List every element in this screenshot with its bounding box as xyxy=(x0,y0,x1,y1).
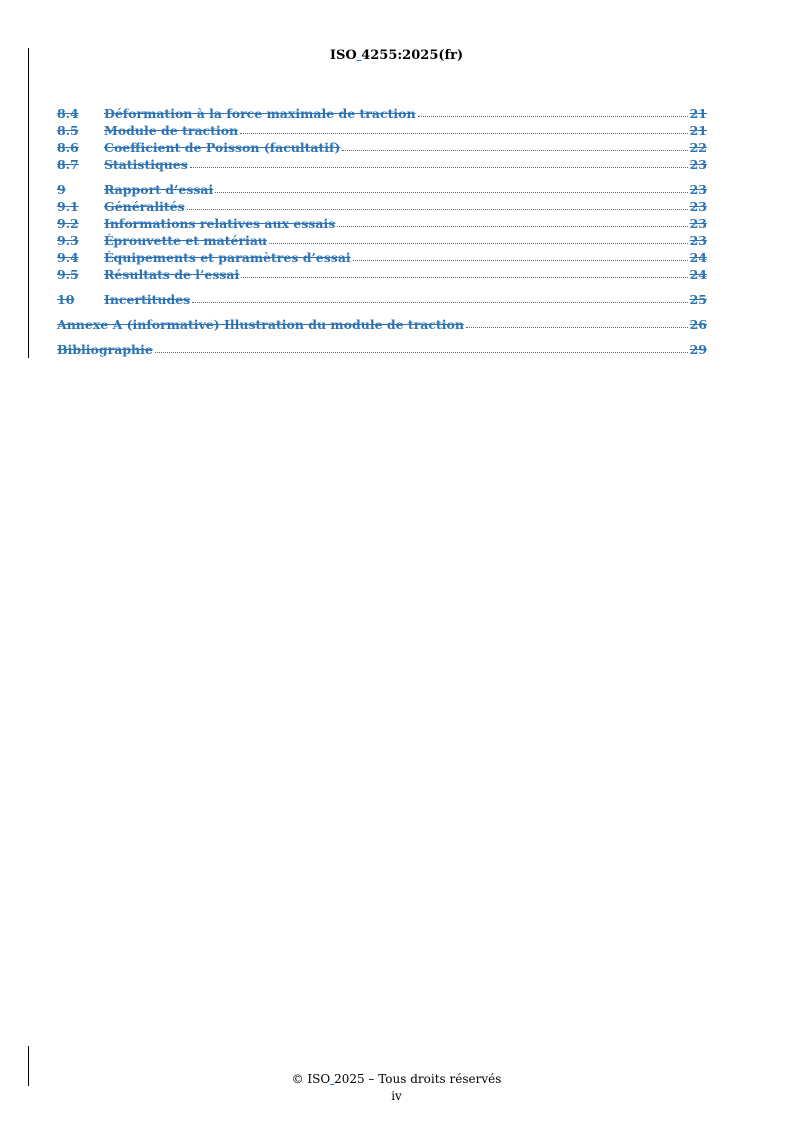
change-bar-top xyxy=(28,48,29,358)
toc-page: 21 xyxy=(689,106,707,121)
toc-title: Généralités xyxy=(104,199,185,214)
toc-number: 9 xyxy=(57,182,66,197)
toc-page: 23 xyxy=(689,216,707,231)
toc-number: 10 xyxy=(57,292,75,307)
toc-leader xyxy=(192,301,687,303)
toc-page: 23 xyxy=(689,233,707,248)
toc-number: 9.3 xyxy=(57,233,79,248)
toc-title: Annexe A (informative) Illustration du module de traction xyxy=(57,317,464,332)
toc-leader xyxy=(418,115,688,117)
copyright-line xyxy=(0,1071,793,1088)
toc-number: 8.7 xyxy=(57,157,79,172)
toc-entry-8-5[interactable] xyxy=(57,121,707,138)
toc-entry-10[interactable] xyxy=(57,290,707,307)
toc-title: Équipements et paramètres d’essai xyxy=(104,250,351,265)
toc-entry-9-5[interactable] xyxy=(57,265,707,282)
toc-leader xyxy=(353,259,688,261)
toc-leader xyxy=(466,326,688,328)
toc-page: 24 xyxy=(689,267,707,282)
page-number: iv xyxy=(391,1089,402,1103)
toc-title: Résultats de l’essai xyxy=(104,267,240,282)
toc-entry-8-6[interactable] xyxy=(57,138,707,155)
toc-title: Éprouvette et matériau xyxy=(104,233,268,248)
toc-entry-9-3[interactable] xyxy=(57,231,707,248)
toc-entry-8-4[interactable] xyxy=(57,104,707,121)
toc-leader xyxy=(337,225,687,227)
toc-leader xyxy=(240,132,687,134)
toc-number: 9.2 xyxy=(57,216,79,231)
toc-page: 26 xyxy=(689,317,707,332)
toc-entry-9-1[interactable] xyxy=(57,197,707,214)
toc-number: 8.6 xyxy=(57,140,79,155)
toc-page: 22 xyxy=(689,140,707,155)
toc-entry-8-7[interactable] xyxy=(57,155,707,172)
toc-number: 9.4 xyxy=(57,250,79,265)
toc-number: 8.5 xyxy=(57,123,79,138)
toc-leader xyxy=(155,351,688,353)
toc-title: Rapport d’essai xyxy=(104,182,214,197)
toc-title: Coefficient de Poisson (facultatif) xyxy=(104,140,341,155)
toc-number: 9.5 xyxy=(57,267,79,282)
toc-number: 8.4 xyxy=(57,106,79,121)
toc-entry-9-4[interactable] xyxy=(57,248,707,265)
toc-leader xyxy=(269,242,688,244)
toc-entry-annex-a[interactable] xyxy=(57,315,707,332)
toc-number: 9.1 xyxy=(57,199,79,214)
table-of-contents xyxy=(57,104,707,357)
toc-page: 23 xyxy=(689,199,707,214)
document-header xyxy=(0,48,793,63)
toc-entry-9-2[interactable] xyxy=(57,214,707,231)
toc-title: Déformation à la force maximale de traction xyxy=(104,106,416,121)
copyright-suffix: 2025 – Tous droits réservés xyxy=(334,1072,502,1086)
toc-leader xyxy=(187,208,688,210)
toc-page: 24 xyxy=(689,250,707,265)
toc-title: Bibliographie xyxy=(57,342,153,357)
toc-entry-9[interactable] xyxy=(57,180,707,197)
toc-page: 29 xyxy=(689,342,707,357)
toc-title: Module de traction xyxy=(104,123,239,138)
document-footer xyxy=(0,1071,793,1105)
toc-title: Incertitudes xyxy=(104,292,191,307)
toc-title: Statistiques xyxy=(104,157,188,172)
toc-page: 23 xyxy=(689,182,707,197)
copyright-prefix: © ISO xyxy=(291,1072,331,1086)
toc-leader xyxy=(241,276,687,278)
toc-title: Informations relatives aux essais xyxy=(104,216,336,231)
header-prefix: ISO xyxy=(329,48,357,63)
toc-leader xyxy=(190,166,688,168)
toc-page: 25 xyxy=(689,292,707,307)
toc-page: 23 xyxy=(689,157,707,172)
toc-leader xyxy=(342,149,687,151)
header-suffix: 4255:2025(fr) xyxy=(361,48,464,63)
toc-entry-bibliography[interactable] xyxy=(57,340,707,357)
toc-leader xyxy=(215,191,687,193)
toc-page: 21 xyxy=(689,123,707,138)
